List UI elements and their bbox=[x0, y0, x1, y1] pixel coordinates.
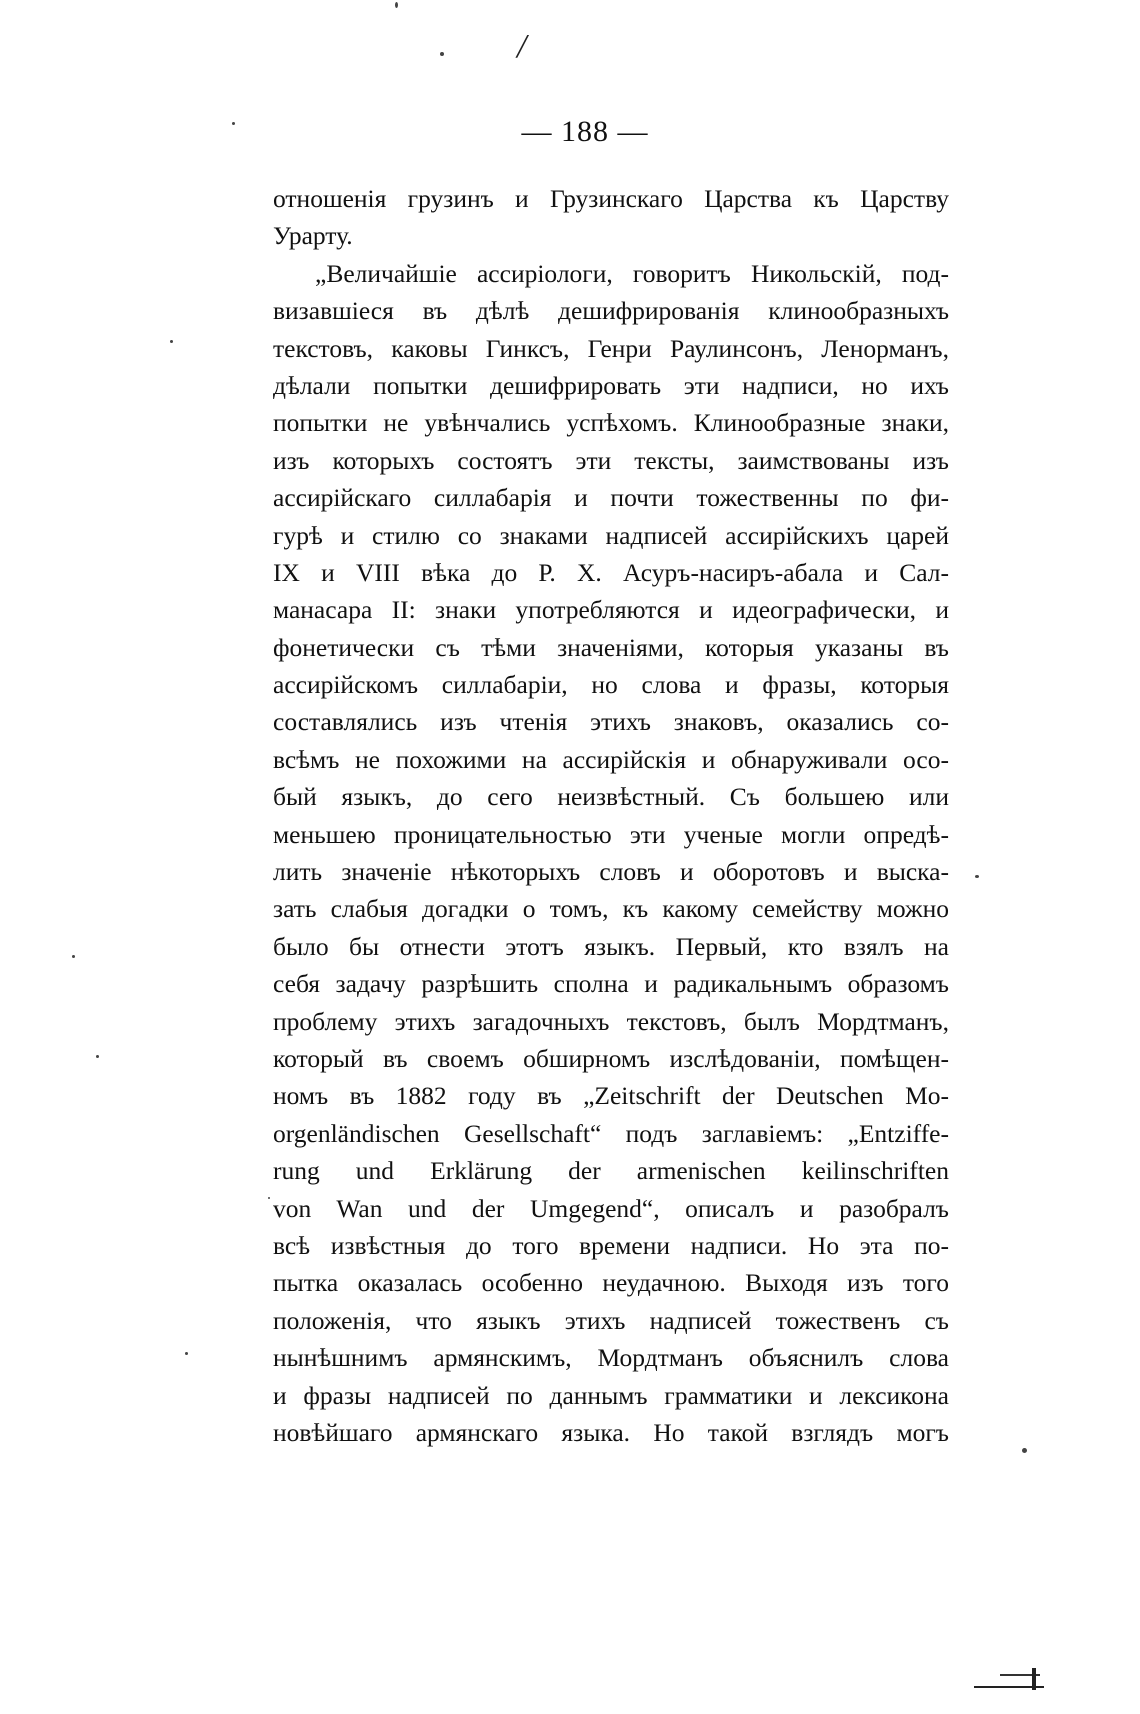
text-line: зать слабыя догадки о томъ, къ какому семейству можно bbox=[273, 894, 949, 924]
text-line: себя задачу разрѣшить сполна и радикальнымъ образомъ bbox=[273, 969, 949, 999]
text-line: orgenländischen Gesellschaft“ подъ заглавіемъ: „Entziffe- bbox=[273, 1118, 949, 1148]
print-speck bbox=[440, 52, 444, 56]
text-line: отношенія грузинъ и Грузинскаго Царства къ Царству bbox=[273, 184, 949, 213]
print-speck bbox=[395, 2, 398, 8]
text-line: IX и VIII вѣка до Р. Х. Асуръ-насиръ-абала и Сал- bbox=[273, 557, 949, 587]
text-line: попытки не увѣнчались успѣхомъ. Клинообразные знаки, bbox=[273, 408, 949, 438]
text-line: и фразы надписей по даннымъ грамматики и лексикона bbox=[273, 1380, 949, 1410]
text-line: проблему этихъ загадочныхъ текстовъ, былъ Мордтманъ, bbox=[273, 1006, 949, 1036]
text-line: „Величайшіе ассиріологи, говоритъ Никольскій, под- bbox=[315, 258, 949, 288]
text-line: изъ которыхъ состоятъ эти тексты, заимствованы изъ bbox=[273, 445, 949, 475]
text-line: текстовъ, каковы Гинксъ, Генри Раулинсонъ, Ленорманъ, bbox=[273, 333, 949, 363]
text-line: всѣмъ не похожими на ассирійскія и обнаруживали осо- bbox=[273, 744, 949, 774]
body-text bbox=[273, 180, 949, 1451]
print-speck bbox=[975, 875, 979, 878]
print-speck bbox=[268, 1197, 270, 1199]
text-line: ассирійскаго силлабарія и почти тожественны по фи- bbox=[273, 483, 949, 513]
page-number: — 188 — bbox=[521, 115, 649, 148]
print-speck bbox=[185, 1352, 188, 1355]
text-line: положенія, что языкъ этихъ надписей тожественъ съ bbox=[273, 1305, 949, 1335]
text-line: нынѣшнимъ армянскимъ, Мордтманъ объяснилъ слова bbox=[273, 1343, 949, 1373]
text-line: фонетически съ тѣми значеніями, которыя указаны въ bbox=[273, 632, 949, 662]
text-line: номъ въ 1882 году въ „Zeitschrift der Deutschen Mo- bbox=[273, 1081, 949, 1111]
print-speck bbox=[96, 1055, 99, 1058]
text-line: манасара II: знаки употребляются и идеографически, и bbox=[273, 595, 949, 625]
page-edge-mark bbox=[1032, 1668, 1036, 1690]
print-speck bbox=[170, 340, 173, 343]
text-line: лить значеніе нѣкоторыхъ словъ и оборотовъ и выска- bbox=[273, 857, 949, 887]
text-line: меньшею проницательностью эти ученые могли опредѣ- bbox=[273, 819, 949, 849]
text-line: пытка оказалась особенно неудачною. Выходя изъ того bbox=[273, 1268, 949, 1298]
text-line: новѣйшаго армянскаго языка. Но такой взглядъ могъ bbox=[273, 1417, 949, 1447]
text-line: дѣлали попытки дешифрировать эти надписи, но ихъ bbox=[273, 370, 949, 400]
text-line: rung und Erklärung der armenischen keilinschriften bbox=[273, 1156, 949, 1186]
text-line: который въ своемъ обширномъ изслѣдованіи, помѣщен- bbox=[273, 1043, 949, 1073]
text-line: было бы отнести этотъ языкъ. Первый, кто взялъ на bbox=[273, 931, 949, 961]
print-speck bbox=[72, 955, 75, 958]
print-speck bbox=[1022, 1448, 1027, 1453]
text-line: von Wan und der Umgegend“, описалъ и разобралъ bbox=[273, 1193, 949, 1223]
top-margin-mark: / bbox=[517, 28, 527, 65]
text-line: Урарту. bbox=[273, 221, 353, 251]
text-line: составлялись изъ чтенія этихъ знаковъ, оказались со- bbox=[273, 707, 949, 737]
text-line: всѣ извѣстныя до того времени надписи. Но эта по- bbox=[273, 1230, 949, 1260]
text-line: бый языкъ, до сего неизвѣстный. Съ большею или bbox=[273, 782, 949, 812]
text-line: гурѣ и стилю со знаками надписей ассирійскихъ царей bbox=[273, 520, 949, 550]
text-line: визавшіеся въ дѣлѣ дешифрированія клинообразныхъ bbox=[273, 296, 949, 326]
text-line: ассирійскомъ силлабаріи, но слова и фразы, которыя bbox=[273, 670, 949, 700]
